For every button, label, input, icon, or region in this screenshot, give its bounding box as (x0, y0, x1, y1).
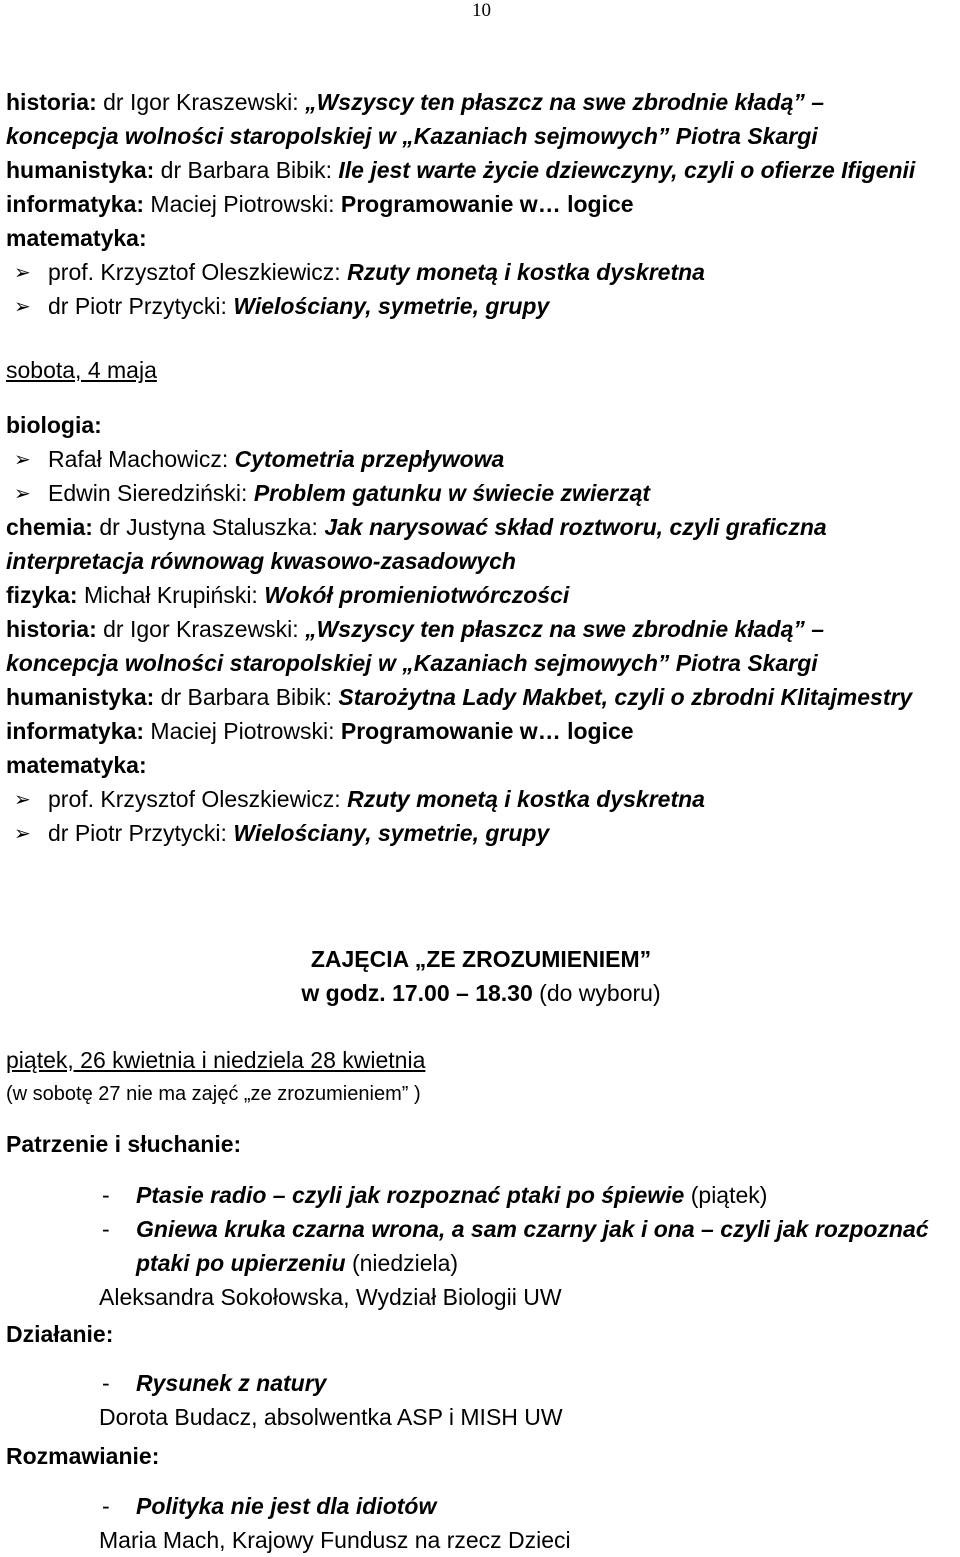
section-saturday-subjects (6, 408, 956, 850)
presenter: Aleksandra Sokołowska, Wydział Biologii UW (99, 1284, 562, 1310)
lecturer: prof. Krzysztof Oleszkiewicz: (48, 259, 348, 285)
humanistyka-entry (6, 153, 956, 187)
section-saturday (6, 353, 956, 387)
lecture-title: „Wszyscy ten płaszcz na swe zbrodnie kładą” – (305, 616, 825, 642)
biologia-label: biologia: (6, 412, 102, 438)
lecture-title: Cytometria przepływowa (234, 446, 505, 472)
lecture-title: Wokół promieniotwórczości (264, 582, 570, 608)
math-bullet-item (6, 782, 956, 816)
historia-entry (6, 85, 956, 119)
subject-label: fizyka: (6, 582, 78, 608)
rozmawianie-label: Rozmawianie: (6, 1443, 160, 1469)
lecture-title: Wielościany, symetrie, grupy (233, 293, 550, 319)
informatyka-entry (6, 187, 956, 221)
bio-bullet-item (6, 476, 956, 510)
patrzenie-label: Patrzenie i słuchanie: (6, 1131, 242, 1157)
lecturer: Edwin Sieredziński: (48, 480, 254, 506)
presenter: Maria Mach, Krajowy Fundusz na rzecz Dzieci (99, 1527, 571, 1553)
time-note: (do wyboru) (532, 980, 661, 1006)
math-bullet-item (6, 289, 956, 323)
dash-item (6, 1178, 956, 1212)
lecture-title: Ile jest warte życie dziewczyny, czyli o ofierze Ifigenii (338, 157, 916, 183)
activity-title: Rysunek z natury (136, 1370, 327, 1396)
lecture-title: Programowanie w… logice (340, 191, 634, 217)
lecture-title: Programowanie w… logice (340, 718, 634, 744)
lecture-title-continued: interpretacja równowag kwasowo-zasadowych (6, 548, 516, 574)
dash-item (6, 1489, 956, 1523)
matematyka-label: matematyka: (6, 225, 147, 251)
lecture-title: Wielościany, symetrie, grupy (233, 820, 550, 846)
lecturer: Rafał Machowicz: (48, 446, 235, 472)
math-bullet-item (6, 816, 956, 850)
informatyka-entry (6, 714, 956, 748)
subject-label: humanistyka: (6, 157, 155, 183)
activity-title: Gniewa kruka czarna wrona, a sam czarny jak i ona – czyli jak rozpoznać (136, 1216, 929, 1242)
section-understanding-classes (6, 942, 956, 1010)
dash-item (6, 1212, 956, 1246)
activity-title: Polityka nie jest dla idiotów (136, 1493, 437, 1519)
lecture-title: Jak narysować skład roztworu, czyli graficzna (324, 514, 827, 540)
lecture-title-continued: koncepcja wolności staropolskiej w „Kazaniach sejmowych” Piotra Skargi (6, 123, 818, 149)
lecturer: Maciej Piotrowski: (144, 191, 341, 217)
lecturer: dr Barbara Bibik: (154, 157, 339, 183)
subject-label: humanistyka: (6, 684, 155, 710)
subject-label: historia: (6, 616, 97, 642)
dash-item (6, 1366, 956, 1400)
saturday-note: (w sobotę 27 nie ma zajęć „ze zrozumieniem” ) (6, 1083, 421, 1105)
lecturer: prof. Krzysztof Oleszkiewicz: (48, 786, 348, 812)
lecturer: dr Barbara Bibik: (154, 684, 339, 710)
math-bullet-item (6, 255, 956, 289)
activity-title: ptaki po upierzeniu (136, 1250, 346, 1276)
lecturer: dr Piotr Przytycki: (48, 820, 234, 846)
lecturer: dr Igor Kraszewski: (96, 89, 306, 115)
subject-label: chemia: (6, 514, 93, 540)
lecturer: dr Piotr Przytycki: (48, 293, 234, 319)
lecturer: Maciej Piotrowski: (144, 718, 341, 744)
date-heading: piątek, 26 kwietnia i niedziela 28 kwietnia (6, 1047, 426, 1073)
subject-label: informatyka: (6, 191, 145, 217)
presenter: Dorota Budacz, absolwentka ASP i MISH UW (99, 1404, 563, 1430)
lecture-title: Problem gatunku w świecie zwierząt (253, 480, 651, 506)
lecturer: dr Justyna Staluszka: (92, 514, 325, 540)
section-friday-subjects (6, 85, 956, 323)
lecturer: dr Igor Kraszewski: (96, 616, 306, 642)
lecture-title: Starożytna Lady Makbet, czyli o zbrodni Klitajmestry (338, 684, 913, 710)
subject-label: informatyka: (6, 718, 145, 744)
time-info (6, 976, 956, 1010)
dash-item-continued (6, 1246, 956, 1280)
lecture-title: Rzuty monetą i kostka dyskretna (347, 259, 705, 285)
lecture-title-continued: koncepcja wolności staropolskiej w „Kazaniach sejmowych” Piotra Skargi (6, 650, 818, 676)
page-number: 10 (472, 0, 491, 21)
time-range: w godz. 17.00 – 18.30 (301, 980, 533, 1006)
rozmawianie-group (6, 1439, 956, 1557)
understanding-dates (6, 1043, 956, 1111)
fizyka-entry (6, 578, 956, 612)
lecture-title: „Wszyscy ten płaszcz na swe zbrodnie kładą” – (305, 89, 825, 115)
matematyka-label: matematyka: (6, 752, 147, 778)
activity-day: (niedziela) (345, 1250, 459, 1276)
activity-day: (piątek) (684, 1182, 768, 1208)
dzialanie-label: Działanie: (6, 1321, 114, 1347)
activity-title: Ptasie radio – czyli jak rozpoznać ptaki po śpiewie (136, 1182, 685, 1208)
lecture-title: Rzuty monetą i kostka dyskretna (347, 786, 705, 812)
chemia-entry (6, 510, 956, 544)
section-heading: ZAJĘCIA „ZE ZROZUMIENIEM” (310, 946, 652, 972)
humanistyka-entry (6, 680, 956, 714)
date-heading: sobota, 4 maja (6, 357, 157, 383)
patrzenie-group (6, 1127, 956, 1314)
historia-entry (6, 612, 956, 646)
lecturer: Michał Krupiński: (77, 582, 265, 608)
bio-bullet-item (6, 442, 956, 476)
dzialanie-group (6, 1317, 956, 1434)
subject-label: historia: (6, 89, 97, 115)
